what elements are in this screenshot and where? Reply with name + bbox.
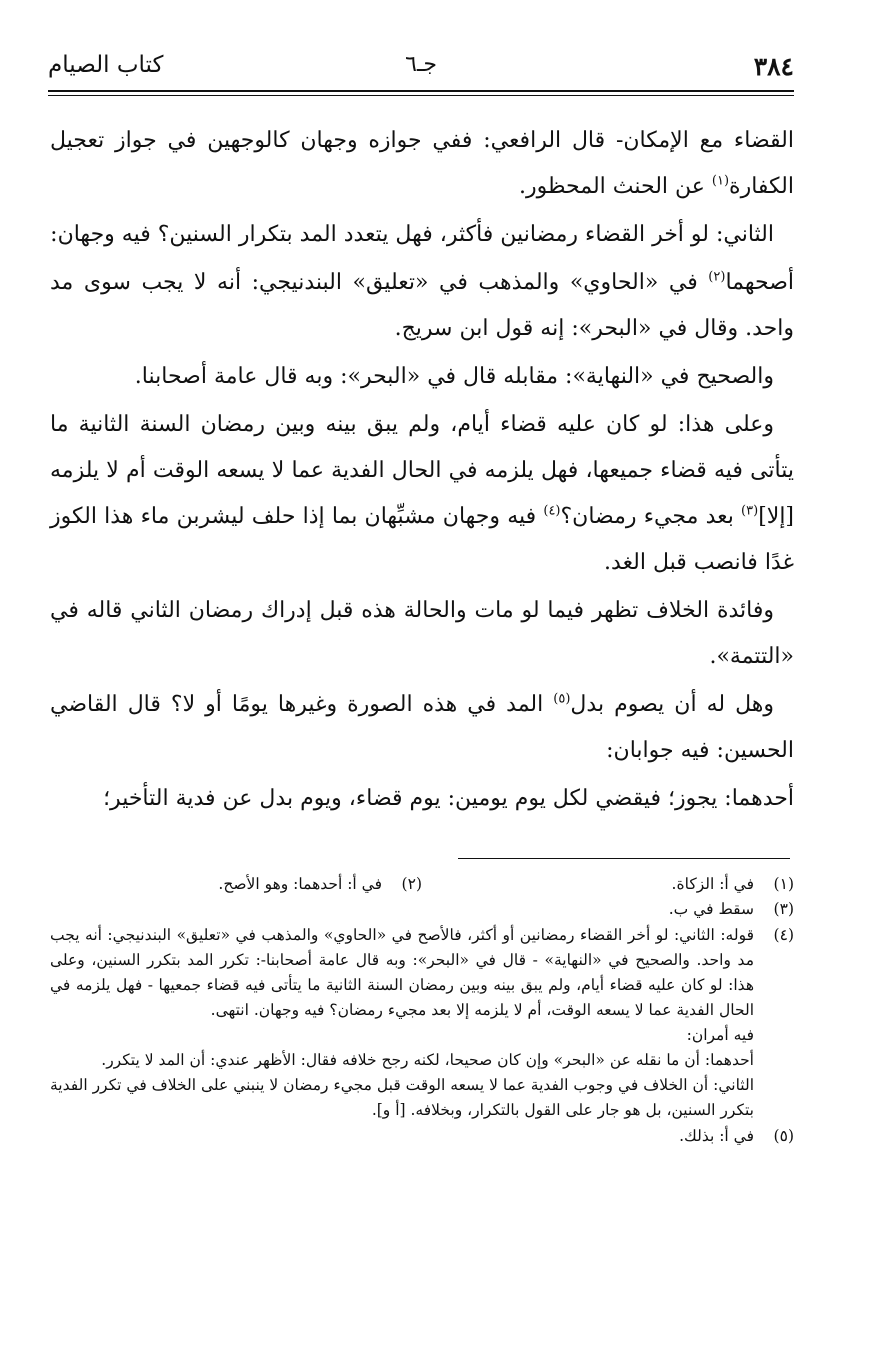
volume-number: جـ٦ bbox=[405, 52, 437, 77]
footnote-number: (٣) bbox=[773, 900, 794, 918]
footnote-text-line: أحدهما: أن ما نقله عن «البحر» وإن كان صحيحا، لكنه رجح خلافه فقال: الأظهر عندي: أن المد لا يتكرر. bbox=[101, 1051, 754, 1069]
paragraph-8: أحدهما: يجوز؛ فيقضي لكل يوم يومين: يوم قضاء، ويوم بدل عن فدية التأخير؛ bbox=[103, 786, 794, 811]
footnote-pair bbox=[50, 872, 794, 897]
footnote-text-line: الثاني: أن الخلاف في وجوب الفدية عما لا يسعه الوقت قبل مجيء رمضان لا ينبني على الخلاف في تكرر الفدية بتكرر السنين، بل هو جار على القول بالتكرار، وبخلافه. [أ و]. bbox=[50, 1076, 754, 1119]
paragraph-2: الثاني: لو أخر القضاء رمضانين فأكثر، فهل يتعدد المد بتكرار السنين؟ فيه وجهان: bbox=[50, 222, 774, 247]
footnote-text: قوله: الثاني: لو أخر القضاء رمضانين أو أكثر، فالأصح في «الحاوي» والمذهب في «تعليق» البندنيجي: أنه يجب مد واحد. والصحيح في «النهاية» - قال في «البحر»: وبه قال عامة أصحابنا-: تكرر المد بتكرر السنين، وعلى هذا: لو كان عليه قضاء أيام، ولم يبق بينه وبين رمضان السنة الثانية ما يتأتى فيه قضاء جمعيها - فهل يلزمه في الحال الفدية عما لا يسعه الوقت، أم لا يلزمه إلا بعد مجيء رمضان؟ فيه وجهان. انتهى. bbox=[50, 926, 754, 1019]
main-text bbox=[50, 118, 794, 824]
footnote-text: سقط في ب. bbox=[668, 900, 754, 918]
paragraph-5: وعلى هذا: لو كان عليه قضاء أيام، ولم يبق بينه وبين رمضان السنة الثانية ما يتأتى فيه قضاء جميعها، فهل يلزمه في الحال الفدية عما لا يسعه الوقت أم لا يلزمه [إلا]$^{(٣)}$ بعد مجيء رمضان؟$^{(٤)}$ فيه وجهان مشبِّهان بما إذا حلف ليشربن ماء هذا الكوز غدًا فانصب قبل الغد. bbox=[50, 412, 795, 575]
footnote-1 bbox=[422, 872, 794, 897]
header-rule-thick bbox=[48, 90, 794, 92]
paragraph-3: أصحهما$^{(٢)}$ في «الحاوي» والمذهب في «تعليق» البندنيجي: أنه لا يجب سوى مد واحد. وقال في «البحر»: إنه قول ابن سريج. bbox=[50, 269, 794, 341]
paragraph-4: والصحيح في «النهاية»: مقابله قال في «البحر»: وبه قال عامة أصحابنا. bbox=[134, 364, 774, 389]
footnote-number: (٢) bbox=[401, 875, 422, 893]
footnotes bbox=[50, 872, 794, 1150]
footnote-text-line: فيه أمران: bbox=[686, 1026, 754, 1044]
book-title: كتاب الصيام bbox=[48, 52, 164, 78]
footnote-ref-5: (٥) bbox=[553, 691, 571, 707]
footnote-text: في أ: الزكاة. bbox=[671, 875, 754, 893]
footnote-number: (٥) bbox=[773, 1127, 794, 1145]
footnote-3 bbox=[50, 897, 794, 922]
footnote-ref-1: (١) bbox=[711, 173, 730, 189]
footnote-number: (٤) bbox=[773, 926, 794, 944]
page-header bbox=[48, 52, 794, 88]
footnote-2 bbox=[50, 872, 422, 897]
page-number: ٣٨٤ bbox=[753, 52, 794, 81]
paragraph-6: وفائدة الخلاف تظهر فيما لو مات والحالة هذه قبل إدراك رمضان الثاني قاله في «التتمة». bbox=[50, 598, 794, 669]
footnote-ref-4: (٤) bbox=[543, 503, 561, 519]
footnote-number: (١) bbox=[773, 875, 794, 893]
footnote-separator bbox=[458, 858, 790, 859]
footnote-ref-2: (٢) bbox=[708, 269, 726, 285]
header-rule-thin bbox=[48, 95, 794, 96]
footnote-5 bbox=[50, 1124, 794, 1149]
footnote-text: في أ: بذلك. bbox=[679, 1127, 754, 1145]
footnote-4 bbox=[50, 923, 794, 1123]
paragraph-7: وهل له أن يصوم بدل$^{(٥)}$ المد في هذه الصورة وغيرها يومًا أو لا؟ قال القاضي الحسين: فيه جوابان: bbox=[50, 691, 794, 763]
footnote-ref-3: (٣) bbox=[741, 503, 759, 519]
footnote-text: في أ: أحدهما: وهو الأصح. bbox=[218, 875, 382, 893]
paragraph-1: القضاء مع الإمكان- قال الرافعي: ففي جوازه وجهان كالوجهين في جواز تعجيل الكفارة$^{(١)}$ عن الحنث المحظور. bbox=[50, 128, 794, 199]
